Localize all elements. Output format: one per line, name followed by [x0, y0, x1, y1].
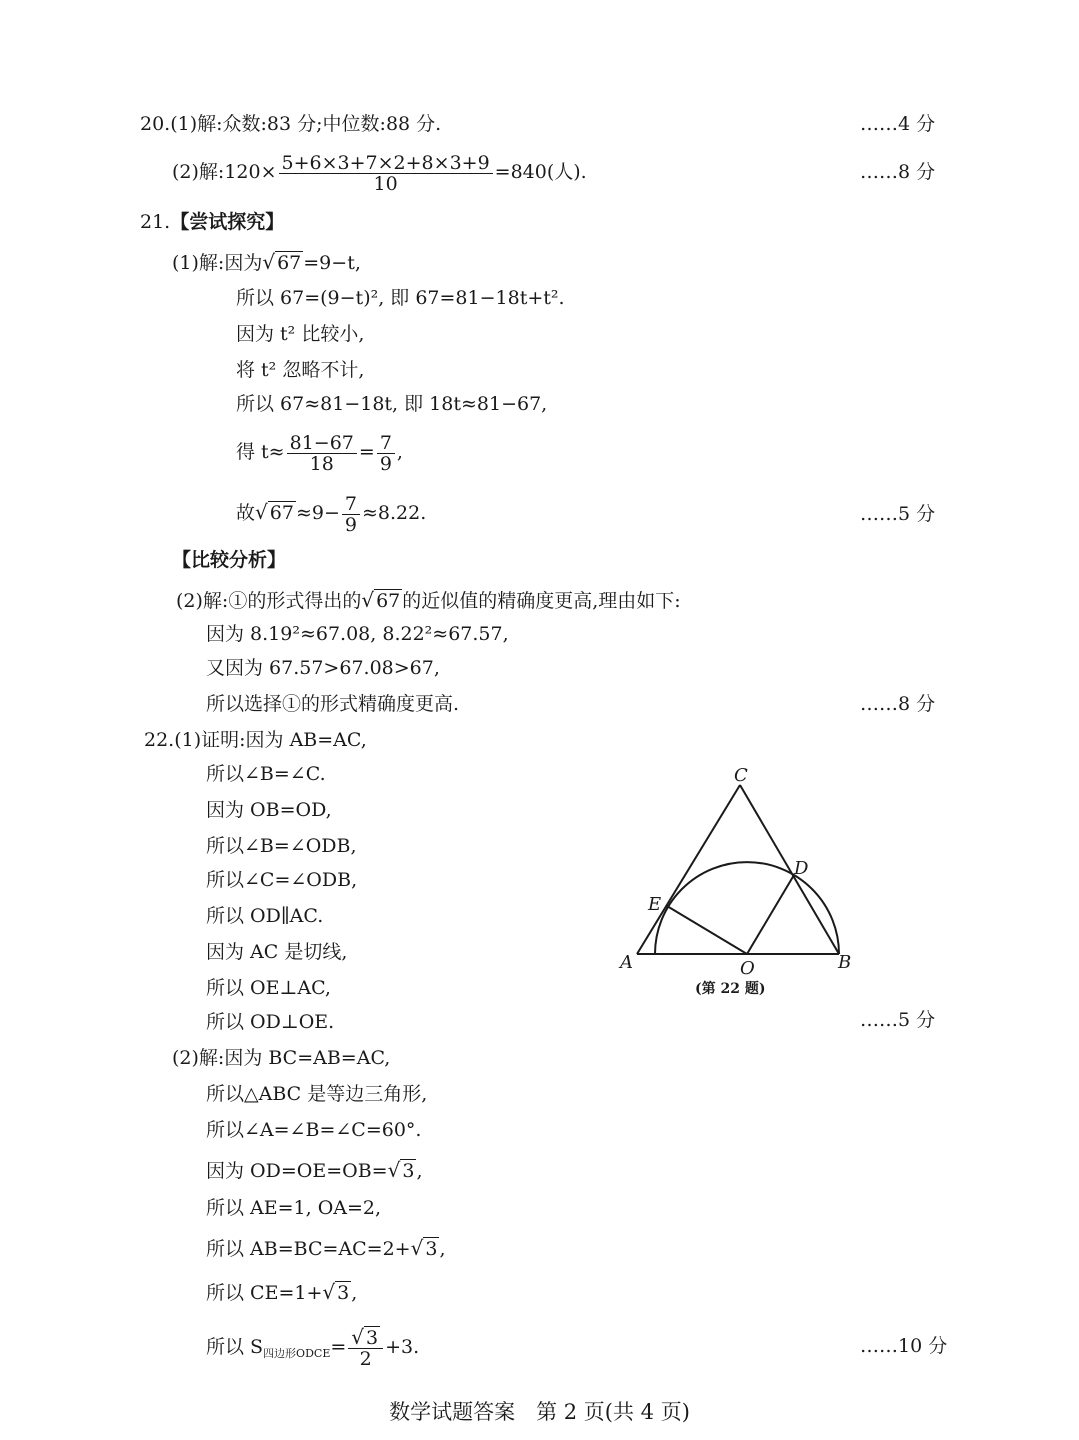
q22-part2-line7-suffix: ,: [351, 1282, 358, 1304]
sqrt-67: √ 67: [361, 588, 401, 612]
sqrt-3-radicand: 3: [425, 1238, 438, 1260]
point-label-e: E: [648, 894, 662, 915]
point-label-b: B: [838, 952, 852, 973]
point-label-d: D: [794, 858, 809, 879]
sqrt-67: √ 67: [255, 500, 294, 524]
q21-heading: [140, 210, 284, 234]
q21-part2-line3: 又因为 67.57>67.08>67,: [206, 657, 440, 679]
q22-part2-line1: (2)解:因为 BC=AB=AC,: [172, 1047, 391, 1069]
fraction-numerator: 81−67: [287, 433, 357, 454]
equals-sign: =: [358, 441, 375, 463]
equals-sign: =: [330, 1336, 347, 1358]
q20-part2-result: =840(人).: [494, 161, 587, 183]
area-symbol: 所以 S: [206, 1336, 264, 1358]
fraction-81-67-over-18: [287, 433, 357, 474]
fraction-numerator: 7: [342, 494, 360, 515]
q22-part2-line8-suffix: +3.: [385, 1336, 420, 1358]
q21-line1-prefix: (1)解:因为: [172, 252, 263, 274]
q21-line3: 因为 t² 比较小,: [236, 323, 365, 345]
q21-line7-prefix: 故: [236, 502, 256, 524]
q21-part1-score: ……5 分: [860, 503, 936, 525]
segment-od: [747, 875, 794, 954]
sqrt-3-radicand: 3: [366, 1327, 379, 1349]
q22-part2-line4: [206, 1158, 423, 1183]
q22-part1-score: ……5 分: [860, 1009, 936, 1031]
q22-part2-score: ……10 分: [860, 1335, 948, 1357]
q21-line5: 所以 67≈81−18t, 即 18t≈81−67,: [236, 393, 548, 415]
q21-line7-result: ≈8.22.: [361, 502, 427, 524]
area-subscript: 四边形ODCE: [263, 1347, 331, 1360]
q21-part2-line1: [176, 588, 681, 613]
q21-part2-line4: 所以选择①的形式精确度更高.: [206, 693, 460, 715]
sqrt-67-radicand: 67: [269, 502, 294, 524]
q21-line2: 所以 67=(9−t)², 即 67=81−18t+t².: [236, 287, 565, 309]
q21-line6-prefix: 得 t≈: [236, 441, 285, 463]
sqrt-3: √ 3: [322, 1280, 350, 1304]
q22-part2-line2: 所以△ABC 是等边三角形,: [206, 1083, 428, 1105]
q22-part1-line9: 所以 OD⊥OE.: [206, 1011, 335, 1033]
q22-part2-line6-prefix: 所以 AB=BC=AC=2+: [206, 1238, 411, 1260]
q20-part1-score: ……4 分: [860, 113, 936, 135]
q21-section2-title: 【比较分析】: [172, 549, 287, 571]
q22-part1-line5: 所以∠C=∠ODB,: [206, 869, 358, 891]
q22-part2-line6: [206, 1236, 446, 1261]
q22-geometry-figure: [612, 758, 872, 998]
q22-part1-line6: 所以 OD∥AC.: [206, 905, 324, 927]
q22-part2-line4-prefix: 因为 OD=OE=OB=: [206, 1160, 388, 1182]
q21-line7: [236, 488, 426, 537]
figure-caption: (第 22 题): [695, 981, 766, 997]
q21-line4: 将 t² 忽略不计,: [236, 359, 365, 381]
fraction-denominator: 9: [344, 513, 357, 536]
q21-part2-score: ……8 分: [860, 693, 936, 715]
fraction-7-over-9: [377, 433, 395, 474]
point-label-a: A: [620, 952, 633, 973]
q22-part2-line8: [206, 1322, 419, 1372]
fraction-numerator: [348, 1327, 383, 1349]
point-label-c: C: [734, 765, 748, 786]
sqrt-67-radicand: 67: [277, 252, 302, 274]
q21-number: 21.: [140, 211, 171, 233]
q22-part1-line1: 22.(1)证明:因为 AB=AC,: [144, 729, 367, 751]
q22-part2-line5: 所以 AE=1, OA=2,: [206, 1197, 382, 1219]
fraction-denominator: 18: [309, 452, 334, 475]
sqrt-67-radicand: 67: [376, 590, 401, 612]
q22-part1-line4: 所以∠B=∠ODB,: [206, 835, 357, 857]
fraction-denominator: 9: [379, 452, 392, 475]
q21-part2-line1-suffix: 的近似值的精确度更高,理由如下:: [402, 590, 681, 612]
q22-part2-line4-suffix: ,: [416, 1160, 423, 1182]
q21-part2-line1-prefix: (2)解:①的形式得出的: [176, 590, 362, 612]
q20-fraction-numerator: 5+6×3+7×2+8×3+9: [279, 153, 493, 174]
q22-part1-line2: 所以∠B=∠C.: [206, 763, 326, 785]
q21-part2-line2: 因为 8.19²≈67.08, 8.22²≈67.57,: [206, 623, 509, 645]
fraction-sqrt3-over-2: [348, 1327, 383, 1369]
q21-line6-suffix: ,: [396, 441, 403, 463]
q20-part2-score: ……8 分: [860, 161, 936, 183]
fraction-numerator: 7: [377, 433, 395, 454]
q21-line1: [172, 250, 361, 275]
q20-fraction: [279, 153, 493, 194]
sqrt-3: √ 3: [410, 1236, 438, 1260]
sqrt-67: √ 67: [262, 250, 302, 274]
q20-part2-prefix: (2)解:120×: [172, 161, 277, 183]
sqrt-3: √ 3: [387, 1158, 415, 1182]
q20-fraction-denominator: 10: [373, 172, 398, 195]
segment-ac: [637, 785, 740, 954]
q22-part2-line6-suffix: ,: [439, 1238, 446, 1260]
segment-bc: [740, 785, 839, 954]
q20-part1: 20.(1)解:众数:83 分;中位数:88 分.: [140, 113, 442, 135]
q21-line7-middle: ≈9−: [295, 502, 340, 524]
q22-part2-line7: [206, 1280, 357, 1305]
fraction-7-over-9: [342, 494, 360, 535]
sqrt-3-radicand: 3: [337, 1282, 350, 1304]
q22-part1-line3: 因为 OB=OD,: [206, 799, 332, 821]
q22-part2-line7-prefix: 所以 CE=1+: [206, 1282, 323, 1304]
q22-part1-line7: 因为 AC 是切线,: [206, 941, 348, 963]
sqrt-3-radicand: 3: [402, 1160, 415, 1182]
sqrt-3: √ 3: [351, 1325, 379, 1349]
q21-line1-suffix: =9−t,: [303, 252, 361, 274]
q21-section-title: 【尝试探究】: [170, 211, 285, 233]
segment-oe: [667, 906, 747, 954]
fraction-denominator: 2: [359, 1348, 372, 1370]
q20-part2: [172, 148, 587, 196]
point-label-o: O: [740, 958, 755, 979]
q21-line6: [236, 428, 403, 476]
page-footer: 数学试题答案 第 2 页(共 4 页): [389, 1400, 690, 1424]
q22-part2-line3: 所以∠A=∠B=∠C=60°.: [206, 1119, 422, 1141]
q22-part1-line8: 所以 OE⊥AC,: [206, 977, 331, 999]
